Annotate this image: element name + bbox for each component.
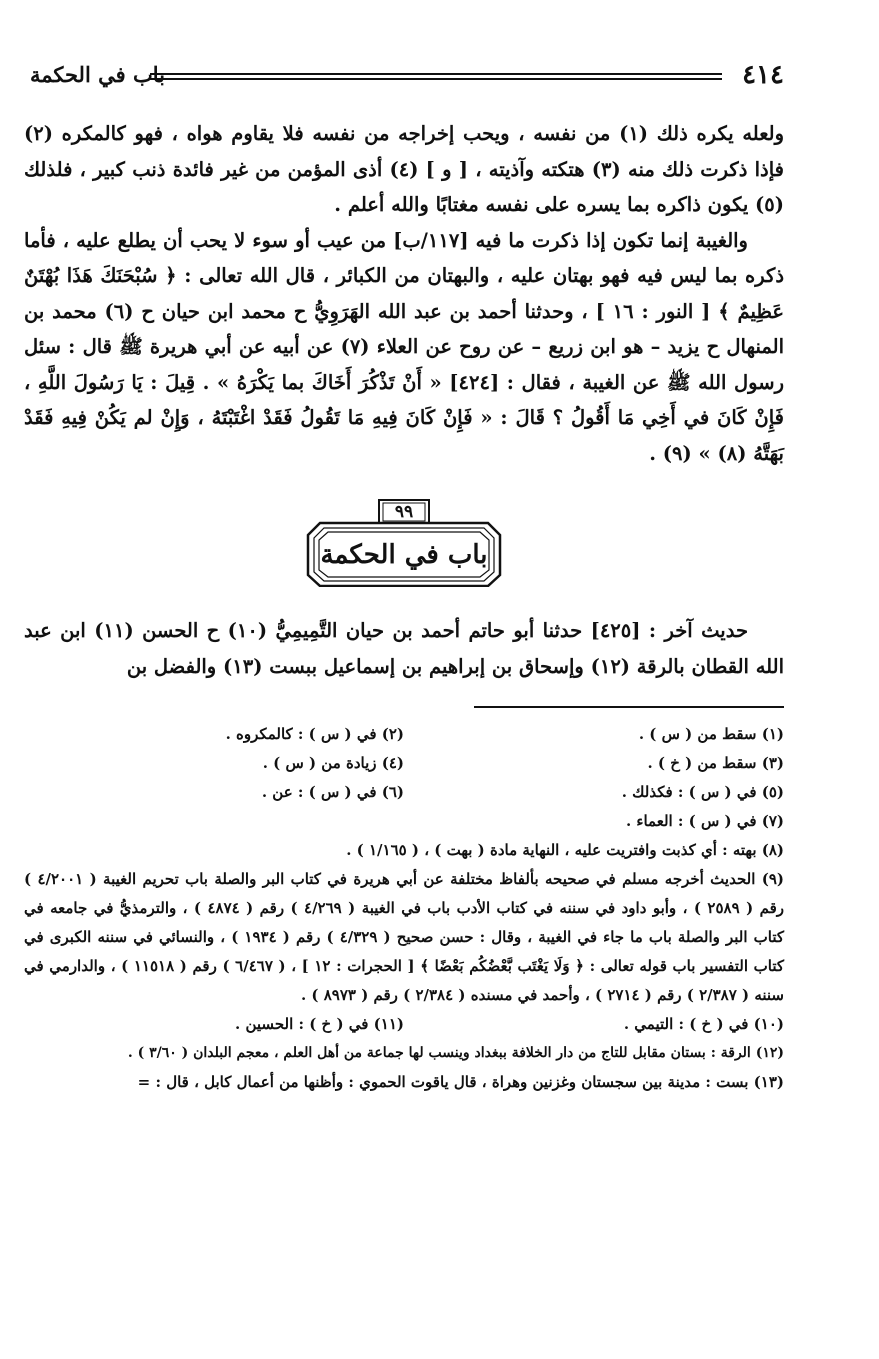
footnote: (٧) في ( س ) : العماء .: [625, 812, 784, 830]
footnote: (١٠) في ( خ ) : التيمي .: [623, 1015, 784, 1033]
footnote-separator: [474, 706, 784, 708]
footnote: (٨) بهته : أي كذبت وافتريت عليه ، النهاية مادة ( بهت ) ، ( ١/١٦٥ ) .: [346, 841, 784, 859]
footnote-row: [24, 720, 784, 749]
footnote: (١٣) بست : مدينة بين سجستان وغزنين وهراة ، قال ياقوت الحموي : وأظنها من أعمال كابل ، قال : =: [137, 1073, 784, 1091]
page-header: [24, 58, 784, 98]
header-double-rule: [150, 73, 722, 80]
footnote: (١) سقط من ( س ) .: [638, 725, 784, 743]
book-page: [24, 58, 784, 1097]
footnote: (٣) سقط من ( خ ) .: [647, 754, 784, 772]
running-title: باب في الحكمة: [30, 62, 165, 87]
chapter-heading-box: [306, 499, 502, 587]
footnote: (٦) في ( س ) : عن .: [261, 783, 404, 801]
footnote: (٤) زيادة من ( س ) .: [262, 754, 404, 772]
chapter-number: ٩٩: [394, 502, 414, 522]
page-number: ٤١٤: [742, 60, 784, 90]
paragraph: حديث آخر : [٤٢٥] حدثنا أبو حاتم أحمد بن حيان التَّمِيمِيُّ (١٠) ح الحسن (١١) ابن عبد الله القطان بالرقة (١٢) وإسحاق بن إبراهيم بن إسماعيل ببست (١٣) والفضل بن: [24, 619, 784, 678]
footnote: (١٢) الرقة : بستان مقابل للتاج من دار الخلافة ببغداد وينسب لها جماعة من أهل العلم ، معجم البلدان ( ٣/٦٠ ) .: [127, 1045, 784, 1061]
footnote: (٩) الحديث أخرجه مسلم في صحيحه بألفاظ مختلفة عن أبي هريرة في كتاب البر والصلة باب تحريم الغيبة ( ٤/٢٠٠١ ) رقم ( ٢٥٨٩ ) ، وأبو داود في سننه في كتاب الأدب باب في الغيبة ( ٤/٢٦٩ ) رقم ( ٤٨٧٤ ) ، والترمذيُّ في جامعه في كتاب البر والصلة باب ما جاء في الغيبة ، وقال : حسن صحيح ( ٤/٣٢٩ ) رقم ( ١٩٣٤ ) ، والنسائي في سننه الكبرى في كتاب التفسير باب قوله تعالى : ﴿ وَلَا يَغْتَب بَّعْضُكُم بَعْضًا ﴾ [ الحجرات : ١٢ ] ، ( ٦/٤٦٧ ) رقم ( ١١٥١٨ ) ، والدارمي في سننه ( ٢/٣٨٧ ) رقم ( ٢٧١٤ ) ، وأحمد في مسنده ( ٢/٣٨٤ ) رقم ( ٨٩٧٣ ) .: [24, 870, 785, 1004]
chapter-title: باب في الحكمة: [320, 540, 488, 570]
footnote-row: [24, 778, 784, 807]
paragraph: والغيبة إنما تكون إذا ذكرت ما فيه [١١٧/ب] من عيب أو سوء لا يحب أن يطلع عليه ، فأما ذكره بما ليس فيه فهو بهتان عليه ، والبهتان من الكبائر ، قال الله تعالى : ﴿ سُبْحَنَكَ هَذَا بُهْتَنٌ عَظِيمٌ ﴾ [ النور : ١٦ ] ، وحدثنا أحمد بن عبد الله الهَرَوِيُّ ح محمد ابن حيان ح (٦) محمد بن المنهال ح يزيد – هو ابن زريع – عن روح عن العلاء (٧) عن أبيه عن أبي هريرة ﷺ قال : سئل رسول الله ﷺ عن الغيبة ، فقال : [٤٢٤] « أَنْ تَذْكُرَ أَخَاكَ بما يَكْرَهُ » . قِيلَ : يَا رَسُولَ اللَّهِ ، فَإِنْ كَانَ في أَخِي مَا أَقُولُ ؟ قَالَ : « فَإِنْ كَانَ فِيهِ مَا تَقُولُ فَقَدْ اغْتَبْتَهُ ، وَإِنْ لم يَكُنْ فِيهِ فَقَدْ بَهَتَّهُ (٨) » (٩) .: [24, 228, 785, 465]
hadith-text: [24, 613, 784, 684]
main-text: [24, 116, 784, 471]
footnotes: [24, 720, 784, 1097]
footnote: (٢) في ( س ) : كالمكروه .: [225, 725, 404, 743]
footnote-row: [24, 1010, 784, 1039]
footnote: (٥) في ( س ) : فكذلك .: [621, 783, 784, 801]
footnote-row: [24, 749, 784, 778]
paragraph: ولعله يكره ذلك (١) من نفسه ، ويحب إخراجه من نفسه فلا يقاوم هواه ، فهو كالمكره (٢) فإذا ذكرت ذلك منه (٣) هتكته وآذيته ، [ و ] (٤) أذى المؤمن من غير فائدة ذنب كبير ، فلذلك (٥) يكون ذاكره بما يسره على نفسه مغتابًا والله أعلم .: [24, 122, 785, 216]
footnote: (١١) في ( خ ) : الحسين .: [235, 1015, 404, 1033]
